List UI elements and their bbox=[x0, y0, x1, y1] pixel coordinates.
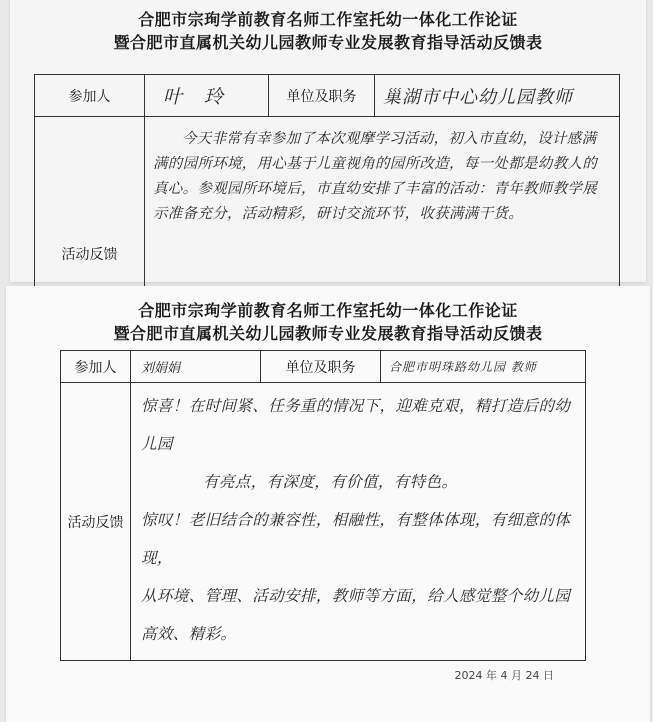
form-title bbox=[10, 8, 646, 54]
form-title-line-2: 暨合肥市直属机关幼儿园教师专业发展教育指导活动反馈表 bbox=[113, 324, 543, 343]
feedback-line-1: 惊喜！在时间紧、任务重的情况下，迎难克艰，精打造后的幼儿园 bbox=[141, 397, 571, 453]
form-title bbox=[6, 299, 650, 345]
feedback-table bbox=[60, 350, 586, 661]
form-title-line-2: 暨合肥市直属机关幼儿园教师专业发展教育指导活动反馈表 bbox=[113, 33, 543, 52]
participant-label: 参加人 bbox=[35, 75, 145, 117]
feedback-table bbox=[34, 74, 620, 289]
participant-label: 参加人 bbox=[61, 351, 131, 383]
feedback-cell bbox=[131, 383, 586, 661]
feedback-form-sheet-1 bbox=[10, 0, 646, 282]
feedback-line-5: 高效、精彩。 bbox=[141, 625, 237, 643]
feedback-line-3: 惊叹！老旧结合的兼容性，相融性，有整体体现，有细意的体现， bbox=[141, 511, 571, 567]
feedback-cell bbox=[145, 117, 620, 289]
feedback-form-sheet-2 bbox=[6, 286, 650, 722]
feedback-line-2: 有亮点，有深度，有价值，有特色。 bbox=[203, 473, 458, 491]
unit-label: 单位及职务 bbox=[269, 75, 375, 117]
form-title-line-1: 合肥市宗珣学前教育名师工作室托幼一体化工作论证 bbox=[138, 10, 518, 29]
feedback-label: 活动反馈 bbox=[61, 383, 131, 661]
participant-name: 叶 玲 bbox=[145, 75, 269, 117]
unit-value: 巢湖市中心幼儿园教师 bbox=[375, 75, 620, 117]
unit-label: 单位及职务 bbox=[261, 351, 381, 383]
form-date: 2024 年 4 月 24 日 bbox=[454, 669, 554, 682]
feedback-text: 今天非常有幸参加了本次观摩学习活动，初入市直幼，设计感满满的园所环境，用心基于儿童视角的园所改造，每一处都是幼教人的真心。参观园所环境后，市直幼安排了丰富的活动：青年教师教学展示准备充分，活动精彩，研讨交流环节，收获满满干货。 bbox=[153, 131, 597, 222]
feedback-label: 活动反馈 bbox=[35, 117, 145, 289]
unit-value: 合肥市明珠路幼儿园 教师 bbox=[381, 351, 586, 383]
form-title-line-1: 合肥市宗珣学前教育名师工作室托幼一体化工作论证 bbox=[138, 301, 518, 320]
feedback-text bbox=[131, 383, 585, 653]
participant-name: 刘娟娟 bbox=[131, 351, 261, 383]
feedback-line-4: 从环境、管理、活动安排，教师等方面，给人感觉整个幼儿园 bbox=[141, 587, 571, 605]
